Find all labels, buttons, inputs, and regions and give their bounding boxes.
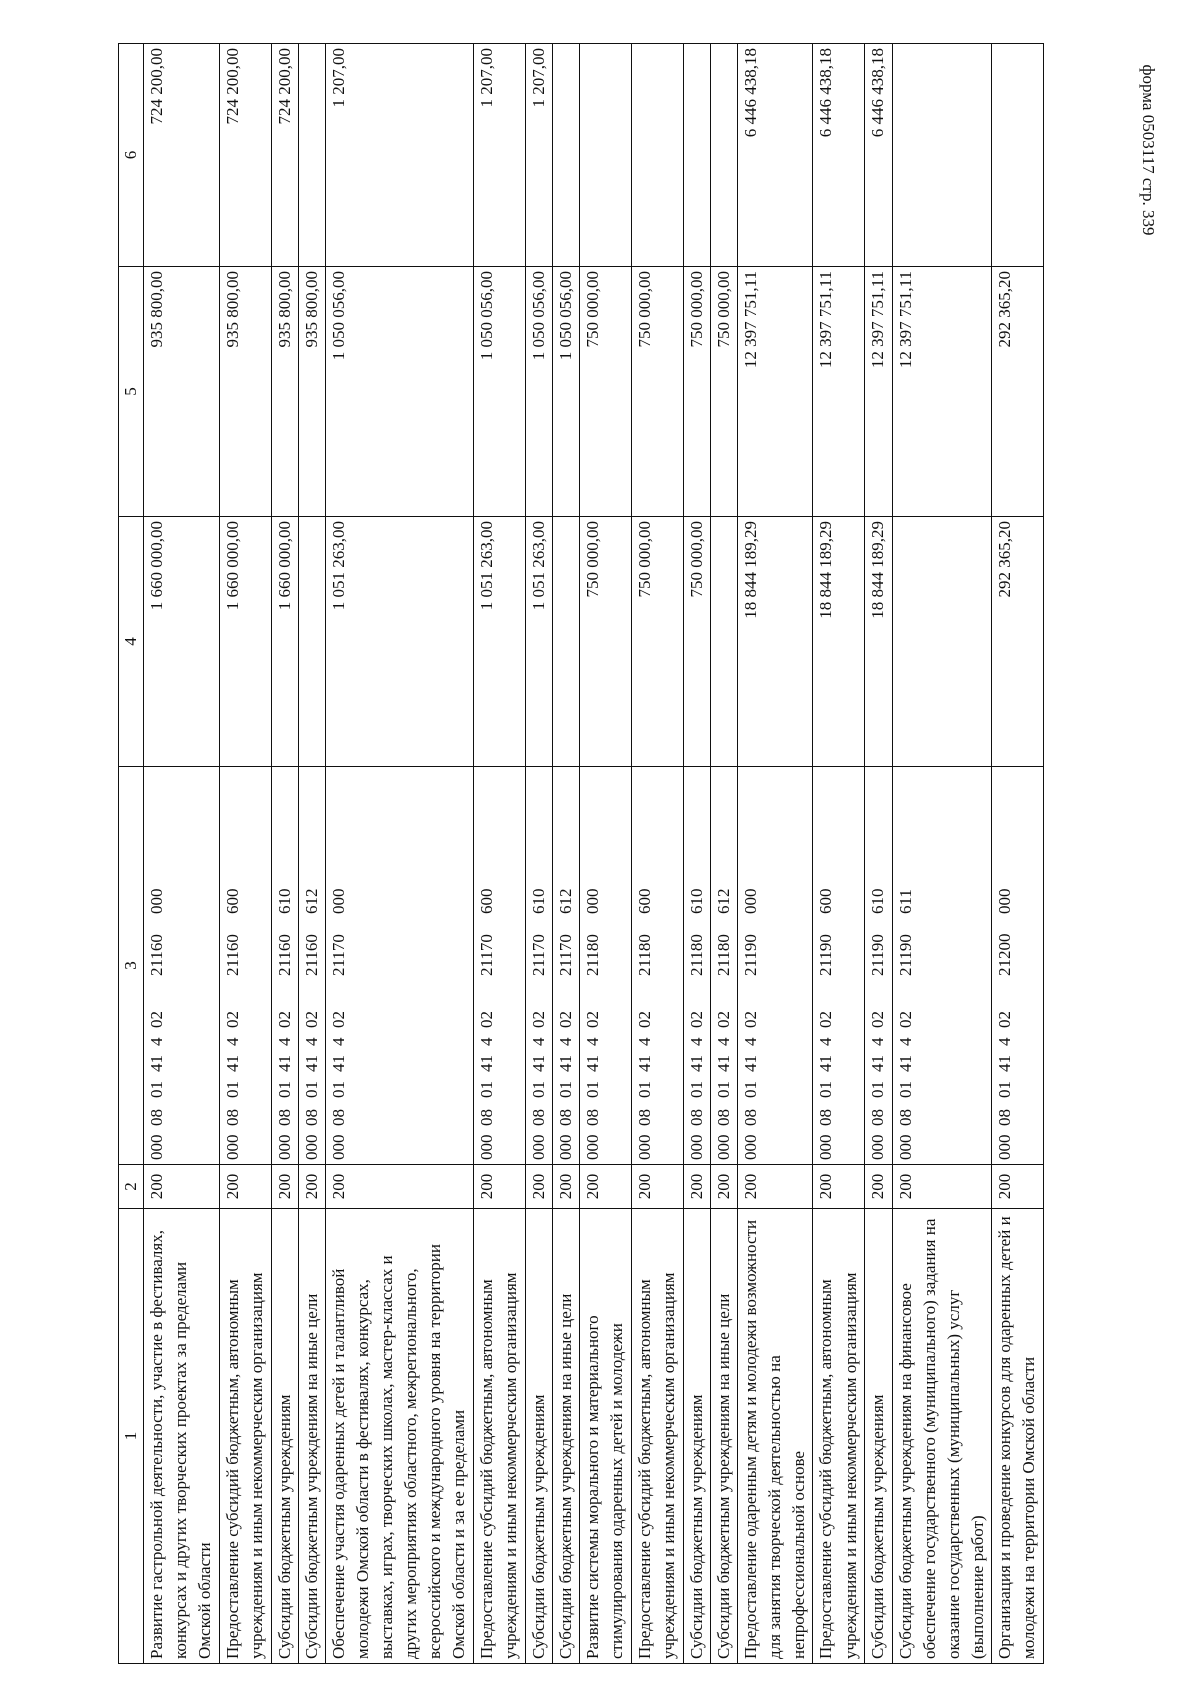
- row-name: Субсидии бюджетным учреждениям: [865, 1209, 892, 1664]
- budget-code-segment: 21180: [582, 934, 602, 976]
- row-approved-amount: 750 000,00: [683, 517, 710, 767]
- budget-code-segment: 08: [274, 1109, 294, 1126]
- budget-code-segment: 41: [147, 1055, 167, 1072]
- budget-code: [554, 878, 578, 1160]
- budget-code-segment: 08: [741, 1109, 760, 1126]
- budget-code-segment: 21160: [222, 934, 242, 976]
- budget-code-segment: 02: [274, 1011, 294, 1028]
- table-row: [525, 44, 552, 1664]
- budget-code-segment: 01: [555, 1081, 575, 1098]
- budget-code-segment: 000: [686, 1134, 706, 1160]
- budget-code: [527, 878, 551, 1160]
- budget-code-segment: 01: [995, 1081, 1014, 1098]
- row-executed-amount: 935 800,00: [144, 267, 219, 517]
- row-name: Субсидии бюджетным учреждениям на иные цели: [298, 1209, 325, 1664]
- table-body: [144, 44, 1044, 1664]
- budget-code: [475, 878, 499, 1160]
- row-budget-code: [710, 767, 737, 1165]
- budget-code-segment: 08: [147, 1109, 167, 1126]
- row-remaining-amount: 6 446 438,18: [813, 44, 865, 267]
- row-remaining-amount: [631, 44, 683, 267]
- row-approved-amount: 1 660 000,00: [271, 517, 298, 767]
- budget-code-segment: 610: [528, 888, 548, 914]
- row-name: Субсидии бюджетным учреждениям: [683, 1209, 710, 1664]
- budget-code-segment: 000: [328, 888, 348, 914]
- budget-code-segment: 4: [741, 1037, 760, 1046]
- row-line-code: 200: [271, 1165, 298, 1209]
- table-row: [552, 44, 579, 1664]
- budget-code-segment: 02: [476, 1011, 496, 1028]
- row-executed-amount: 1 050 056,00: [473, 267, 525, 517]
- budget-code-segment: 000: [301, 1134, 321, 1160]
- budget-code-segment: 08: [713, 1109, 733, 1126]
- row-executed-amount: 12 397 751,11: [738, 267, 813, 517]
- budget-code-segment: 21180: [686, 934, 706, 976]
- row-remaining-amount: [579, 44, 631, 267]
- budget-code-segment: 08: [868, 1109, 888, 1126]
- budget-code: [633, 878, 657, 1160]
- row-executed-amount: 750 000,00: [683, 267, 710, 517]
- row-budget-code: [473, 767, 525, 1165]
- budget-code-segment: 600: [476, 888, 496, 914]
- budget-code-segment: 4: [868, 1037, 888, 1046]
- row-approved-amount: 750 000,00: [579, 517, 631, 767]
- budget-code-segment: 610: [868, 888, 888, 914]
- row-executed-amount: 935 800,00: [219, 267, 271, 517]
- budget-code-segment: 02: [895, 1011, 915, 1028]
- budget-code-segment: 41: [816, 1055, 836, 1072]
- budget-code-segment: 000: [582, 888, 602, 914]
- row-line-code: 200: [813, 1165, 865, 1209]
- budget-code-segment: 01: [222, 1081, 242, 1098]
- row-approved-amount: 18 844 189,29: [813, 517, 865, 767]
- row-line-code: 200: [631, 1165, 683, 1209]
- budget-code-segment: 08: [995, 1109, 1014, 1126]
- budget-code-segment: 08: [686, 1109, 706, 1126]
- budget-code-segment: 02: [301, 1011, 321, 1028]
- row-name: Организация и проведение конкурсов для одаренных детей и молодежи на территории Омской области: [992, 1209, 1044, 1664]
- row-name: Субсидии бюджетным учреждениям на иные цели: [710, 1209, 737, 1664]
- row-approved-amount: 750 000,00: [631, 517, 683, 767]
- row-approved-amount: 18 844 189,29: [865, 517, 892, 767]
- row-name: Развитие системы морального и материального стимулирования одаренных детей и молодежи: [579, 1209, 631, 1664]
- row-remaining-amount: [892, 44, 992, 267]
- row-remaining-amount: 724 200,00: [271, 44, 298, 267]
- budget-code: [581, 878, 605, 1160]
- budget-code: [866, 878, 890, 1160]
- budget-code-segment: 21170: [476, 934, 496, 976]
- budget-code: [145, 878, 169, 1160]
- row-name: Предоставление субсидий бюджетным, автономным учреждениям и иным некоммерческим организациям: [473, 1209, 525, 1664]
- budget-code-segment: 4: [816, 1037, 836, 1046]
- budget-code-segment: 612: [301, 888, 321, 914]
- budget-code-segment: 21180: [713, 934, 733, 976]
- budget-code-segment: 000: [634, 1134, 654, 1160]
- row-line-code: 200: [892, 1165, 992, 1209]
- budget-code-segment: 01: [634, 1081, 654, 1098]
- budget-code-segment: 01: [301, 1081, 321, 1098]
- row-approved-amount: [892, 517, 992, 767]
- budget-code-segment: 01: [895, 1081, 915, 1098]
- row-remaining-amount: 6 446 438,18: [738, 44, 813, 267]
- budget-code-segment: 41: [301, 1055, 321, 1072]
- budget-code-segment: 41: [528, 1055, 548, 1072]
- budget-code-segment: 4: [634, 1037, 654, 1046]
- row-remaining-amount: [298, 44, 325, 267]
- budget-code-segment: 41: [328, 1055, 348, 1072]
- budget-code-segment: 000: [995, 1134, 1014, 1160]
- budget-code-segment: 600: [222, 888, 242, 914]
- table-row: [865, 44, 892, 1664]
- table-row: [738, 44, 813, 1664]
- budget-code-segment: 02: [222, 1011, 242, 1028]
- row-approved-amount: 1 660 000,00: [219, 517, 271, 767]
- row-line-code: 200: [710, 1165, 737, 1209]
- budget-code-segment: 000: [147, 1134, 167, 1160]
- row-executed-amount: 750 000,00: [631, 267, 683, 517]
- budget-code-segment: 000: [582, 1134, 602, 1160]
- budget-code-segment: 21190: [868, 934, 888, 976]
- budget-code-segment: 4: [555, 1037, 575, 1046]
- budget-code-segment: 02: [995, 1011, 1014, 1028]
- table-row: [992, 44, 1044, 1664]
- row-executed-amount: 12 397 751,11: [892, 267, 992, 517]
- budget-code-segment: 21190: [741, 934, 760, 976]
- budget-code-segment: 21200: [995, 933, 1014, 976]
- budget-code-segment: 41: [634, 1055, 654, 1072]
- row-executed-amount: 1 050 056,00: [552, 267, 579, 517]
- budget-code-segment: 08: [328, 1109, 348, 1126]
- budget-code-segment: 4: [713, 1037, 733, 1046]
- row-remaining-amount: 1 207,00: [325, 44, 473, 267]
- row-executed-amount: 12 397 751,11: [813, 267, 865, 517]
- budget-code: [221, 878, 245, 1160]
- table-row: [219, 44, 271, 1664]
- budget-code-segment: 21180: [634, 934, 654, 976]
- table-row: [813, 44, 865, 1664]
- row-approved-amount: [710, 517, 737, 767]
- table-row: [892, 44, 992, 1664]
- budget-code-segment: 08: [476, 1109, 496, 1126]
- table-row: [710, 44, 737, 1664]
- budget-code-segment: 01: [528, 1081, 548, 1098]
- table-row: [298, 44, 325, 1664]
- row-name: Субсидии бюджетным учреждениям на финансовое обеспечение государственного (муниципального) задания на оказание государственных (муниципальных) услуг (выполнение работ): [892, 1209, 992, 1664]
- budget-code-segment: 01: [147, 1081, 167, 1098]
- budget-code-segment: 08: [528, 1109, 548, 1126]
- row-budget-code: [144, 767, 219, 1165]
- row-name: Предоставление одаренным детям и молодежи возможности для занятия творческой деятельностью на непрофессиональной основе: [738, 1209, 813, 1664]
- budget-code-segment: 000: [995, 888, 1014, 914]
- row-budget-code: [298, 767, 325, 1165]
- row-budget-code: [325, 767, 473, 1165]
- row-approved-amount: 1 051 263,00: [473, 517, 525, 767]
- row-approved-amount: 292 365,20: [992, 517, 1044, 767]
- budget-code-segment: 600: [816, 888, 836, 914]
- row-name: Субсидии бюджетным учреждениям: [525, 1209, 552, 1664]
- budget-code-segment: 41: [222, 1055, 242, 1072]
- row-line-code: 200: [865, 1165, 892, 1209]
- row-name: Предоставление субсидий бюджетным, автономным учреждениям и иным некоммерческим организациям: [813, 1209, 865, 1664]
- budget-code-segment: 610: [686, 888, 706, 914]
- budget-code-segment: 4: [528, 1037, 548, 1046]
- budget-code-segment: 4: [222, 1037, 242, 1046]
- row-name: Предоставление субсидий бюджетным, автономным учреждениям и иным некоммерческим организациям: [219, 1209, 271, 1664]
- budget-code-segment: 41: [895, 1055, 915, 1072]
- row-line-code: 200: [144, 1165, 219, 1209]
- budget-code-segment: 000: [868, 1134, 888, 1160]
- row-budget-code: [738, 767, 813, 1165]
- row-budget-code: [552, 767, 579, 1165]
- row-remaining-amount: [683, 44, 710, 267]
- row-executed-amount: 292 365,20: [992, 267, 1044, 517]
- budget-code-segment: 000: [222, 1134, 242, 1160]
- budget-code-segment: 4: [582, 1037, 602, 1046]
- budget-code: [273, 878, 297, 1160]
- table-row: [325, 44, 473, 1664]
- table-row: [631, 44, 683, 1664]
- row-approved-amount: [552, 517, 579, 767]
- budget-code: [327, 878, 351, 1160]
- budget-code-segment: 08: [634, 1109, 654, 1126]
- budget-code-segment: 000: [147, 888, 167, 914]
- budget-code-segment: 01: [328, 1081, 348, 1098]
- row-executed-amount: 750 000,00: [710, 267, 737, 517]
- row-executed-amount: 750 000,00: [579, 267, 631, 517]
- budget-code-segment: 000: [328, 1134, 348, 1160]
- row-line-code: 200: [325, 1165, 473, 1209]
- budget-code-segment: 21160: [147, 934, 167, 976]
- row-approved-amount: 1 660 000,00: [144, 517, 219, 767]
- budget-table-rotated: [118, 44, 1122, 1664]
- table-row: [271, 44, 298, 1664]
- budget-code-segment: 41: [555, 1055, 575, 1072]
- row-line-code: 200: [473, 1165, 525, 1209]
- row-name: Развитие гастрольной деятельности, участие в фестивалях, конкурсах и других творческих проектах за пределами Омской области: [144, 1209, 219, 1664]
- budget-code-segment: 02: [555, 1011, 575, 1028]
- row-name: Обеспечение участия одаренных детей и талантливой молодежи Омской области в фестивалях, конкурсах, выставках, играх, творческих школах, мастер-классах и других мероприятиях областного, межрегионального, всероссийского и международного уровня на территории Омской области и за ее пределами: [325, 1209, 473, 1664]
- row-remaining-amount: [992, 44, 1044, 267]
- budget-code-segment: 000: [895, 1134, 915, 1160]
- budget-code-segment: 4: [274, 1037, 294, 1046]
- row-remaining-amount: 724 200,00: [219, 44, 271, 267]
- row-budget-code: [813, 767, 865, 1165]
- budget-code-segment: 01: [686, 1081, 706, 1098]
- header-col-5: 5: [119, 267, 144, 517]
- budget-code-segment: 21170: [528, 934, 548, 976]
- budget-code-segment: 01: [816, 1081, 836, 1098]
- budget-code-segment: 41: [741, 1055, 760, 1072]
- row-name: Предоставление субсидий бюджетным, автономным учреждениям и иным некоммерческим организациям: [631, 1209, 683, 1664]
- table-row: [683, 44, 710, 1664]
- budget-code-segment: 612: [555, 888, 575, 914]
- table-row: [473, 44, 525, 1664]
- budget-code-segment: 02: [328, 1011, 348, 1028]
- budget-code-segment: 4: [895, 1037, 915, 1046]
- budget-code-segment: 000: [476, 1134, 496, 1160]
- row-budget-code: [525, 767, 552, 1165]
- row-remaining-amount: 724 200,00: [144, 44, 219, 267]
- header-col-6: 6: [119, 44, 144, 267]
- row-budget-code: [631, 767, 683, 1165]
- budget-code-segment: 41: [476, 1055, 496, 1072]
- budget-code-segment: 08: [816, 1109, 836, 1126]
- budget-code-segment: 4: [686, 1037, 706, 1046]
- budget-code-segment: 01: [476, 1081, 496, 1098]
- budget-code-segment: 4: [995, 1037, 1014, 1046]
- row-budget-code: [579, 767, 631, 1165]
- budget-code-segment: 611: [895, 889, 915, 914]
- budget-code-segment: 000: [528, 1134, 548, 1160]
- budget-code-segment: 600: [634, 888, 654, 914]
- budget-code-segment: 41: [868, 1055, 888, 1072]
- table-row: [579, 44, 631, 1664]
- row-executed-amount: 935 800,00: [298, 267, 325, 517]
- row-line-code: 200: [738, 1165, 813, 1209]
- row-executed-amount: 935 800,00: [271, 267, 298, 517]
- budget-code-segment: 610: [274, 888, 294, 914]
- budget-code: [993, 878, 1017, 1160]
- budget-code-segment: 000: [741, 888, 760, 914]
- budget-code-segment: 41: [995, 1055, 1014, 1072]
- header-row: [119, 44, 144, 1664]
- budget-code-segment: 08: [582, 1109, 602, 1126]
- row-budget-code: [892, 767, 992, 1165]
- budget-code-segment: 000: [741, 1134, 760, 1160]
- budget-code-segment: 21190: [816, 934, 836, 976]
- row-budget-code: [683, 767, 710, 1165]
- budget-code-segment: 4: [301, 1037, 321, 1046]
- budget-code-segment: 02: [741, 1011, 760, 1028]
- row-budget-code: [992, 767, 1044, 1165]
- budget-code-segment: 01: [713, 1081, 733, 1098]
- budget-code-segment: 21190: [895, 934, 915, 976]
- budget-code: [739, 878, 763, 1160]
- row-approved-amount: 1 051 263,00: [525, 517, 552, 767]
- budget-code-segment: 4: [476, 1037, 496, 1046]
- row-line-code: 200: [219, 1165, 271, 1209]
- budget-code-segment: 02: [147, 1011, 167, 1028]
- header-col-1: 1: [119, 1209, 144, 1664]
- budget-code-segment: 01: [868, 1081, 888, 1098]
- row-remaining-amount: 1 207,00: [473, 44, 525, 267]
- budget-code-segment: 41: [582, 1055, 602, 1072]
- budget-code-segment: 08: [895, 1109, 915, 1126]
- row-executed-amount: 1 050 056,00: [525, 267, 552, 517]
- budget-code-segment: 000: [816, 1134, 836, 1160]
- budget-code-segment: 4: [328, 1037, 348, 1046]
- budget-code-segment: 01: [582, 1081, 602, 1098]
- budget-code-segment: 000: [555, 1134, 575, 1160]
- row-remaining-amount: 6 446 438,18: [865, 44, 892, 267]
- row-name: Субсидии бюджетным учреждениям на иные цели: [552, 1209, 579, 1664]
- budget-code-segment: 02: [868, 1011, 888, 1028]
- budget-code-segment: 41: [274, 1055, 294, 1072]
- budget-code-segment: 02: [582, 1011, 602, 1028]
- row-approved-amount: [298, 517, 325, 767]
- budget-table: [118, 43, 1044, 1664]
- budget-code-segment: 01: [741, 1081, 760, 1098]
- row-approved-amount: 18 844 189,29: [738, 517, 813, 767]
- row-line-code: 200: [579, 1165, 631, 1209]
- budget-code-segment: 41: [713, 1055, 733, 1072]
- budget-code-segment: 21170: [328, 934, 348, 976]
- row-line-code: 200: [683, 1165, 710, 1209]
- budget-code-segment: 612: [713, 888, 733, 914]
- budget-code-segment: 08: [555, 1109, 575, 1126]
- budget-code: [894, 878, 918, 1160]
- row-approved-amount: 1 051 263,00: [325, 517, 473, 767]
- header-col-3: 3: [119, 767, 144, 1165]
- row-remaining-amount: [710, 44, 737, 267]
- budget-code-segment: 02: [816, 1011, 836, 1028]
- form-label: форма 0503117 стр. 339: [1139, 64, 1158, 236]
- row-line-code: 200: [992, 1165, 1044, 1209]
- row-remaining-amount: 1 207,00: [525, 44, 552, 267]
- budget-code-segment: 21170: [555, 934, 575, 976]
- budget-code-segment: 000: [274, 1134, 294, 1160]
- budget-code-segment: 08: [301, 1109, 321, 1126]
- budget-code-segment: 41: [686, 1055, 706, 1072]
- row-executed-amount: 12 397 751,11: [865, 267, 892, 517]
- row-remaining-amount: [552, 44, 579, 267]
- budget-code-segment: 08: [222, 1109, 242, 1126]
- row-executed-amount: 1 050 056,00: [325, 267, 473, 517]
- budget-code-segment: 21160: [301, 934, 321, 976]
- budget-code-segment: 000: [713, 1134, 733, 1160]
- budget-code-segment: 01: [274, 1081, 294, 1098]
- row-name: Субсидии бюджетным учреждениям: [271, 1209, 298, 1664]
- row-budget-code: [271, 767, 298, 1165]
- header-col-2: 2: [119, 1165, 144, 1209]
- header-col-4: 4: [119, 517, 144, 767]
- budget-code-segment: 02: [686, 1011, 706, 1028]
- budget-code-segment: 02: [713, 1011, 733, 1028]
- budget-code: [300, 878, 324, 1160]
- budget-code-segment: 4: [147, 1037, 167, 1046]
- row-budget-code: [219, 767, 271, 1165]
- row-budget-code: [865, 767, 892, 1165]
- budget-code-segment: 02: [528, 1011, 548, 1028]
- budget-code-segment: 21160: [274, 934, 294, 976]
- budget-code: [814, 878, 838, 1160]
- row-line-code: 200: [552, 1165, 579, 1209]
- budget-code: [685, 878, 709, 1160]
- budget-code: [712, 878, 736, 1160]
- row-line-code: 200: [298, 1165, 325, 1209]
- budget-code-segment: 02: [634, 1011, 654, 1028]
- table-row: [144, 44, 219, 1664]
- row-line-code: 200: [525, 1165, 552, 1209]
